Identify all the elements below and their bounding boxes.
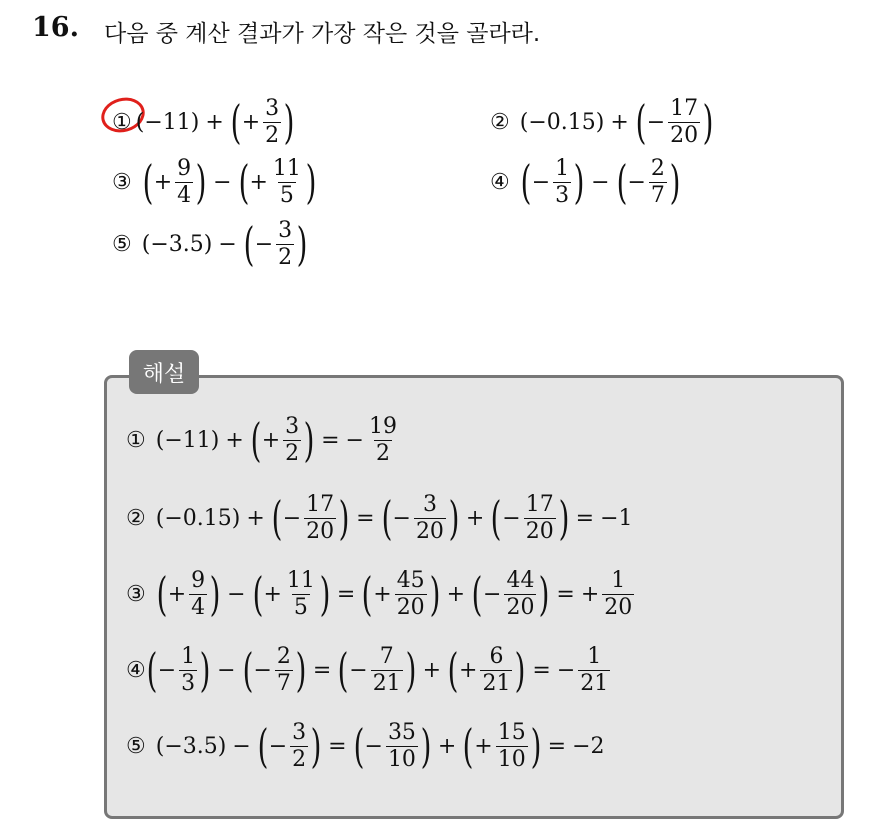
denominator: 2	[292, 746, 307, 772]
denominator: 21	[580, 670, 609, 696]
right-paren: )	[530, 719, 542, 773]
sign: +	[167, 581, 187, 607]
question-text: 다음 중 계산 결과가 가장 작은 것을 골라라.	[104, 21, 541, 47]
option-1[interactable]	[112, 90, 295, 154]
numerator: 15	[497, 720, 526, 746]
denominator: 5	[279, 182, 294, 208]
left-paren: (	[447, 643, 459, 697]
denominator: 7	[276, 670, 291, 696]
term: (−0.15)	[155, 505, 241, 531]
solution-label: 해설	[129, 350, 199, 394]
numerator: 11	[286, 568, 315, 594]
equals: =	[336, 581, 356, 607]
left-paren: (	[635, 95, 647, 149]
right-paren: )	[429, 567, 441, 621]
denominator: 2	[285, 440, 300, 466]
fraction	[395, 568, 427, 620]
denominator: 20	[604, 594, 633, 620]
left-paren: (	[353, 719, 364, 773]
sign: −	[253, 657, 272, 683]
fraction	[263, 96, 281, 148]
fraction	[275, 644, 293, 696]
sign: −	[157, 657, 177, 683]
sign: −	[254, 231, 274, 257]
numerator: 45	[396, 568, 425, 594]
denominator: 7	[650, 182, 665, 208]
option-5[interactable]	[112, 212, 308, 276]
denominator: 5	[293, 594, 308, 620]
right-paren: )	[195, 155, 207, 209]
operator: +	[610, 109, 629, 135]
fraction	[496, 720, 528, 772]
right-paren: )	[209, 567, 221, 621]
operator: −	[213, 169, 232, 195]
sign: −	[268, 733, 288, 759]
fraction	[371, 644, 403, 696]
sign: −	[364, 733, 383, 759]
left-paren: (	[520, 155, 532, 209]
numerator: 17	[306, 492, 335, 518]
option-1-mark: ①	[112, 109, 132, 135]
right-paren: )	[296, 217, 308, 271]
numerator: 3	[285, 414, 300, 440]
solution-line-3	[126, 562, 636, 626]
right-paren: )	[539, 567, 550, 621]
fraction	[175, 156, 193, 208]
left-paren: (	[271, 491, 283, 545]
left-paren: (	[471, 567, 483, 621]
sign: +	[263, 581, 282, 607]
left-paren: (	[243, 217, 255, 271]
sign: −	[349, 657, 368, 683]
right-paren: )	[405, 643, 417, 697]
solution-line-5	[126, 714, 605, 778]
numerator: 17	[670, 96, 699, 122]
fraction	[504, 568, 536, 620]
term: (−3.5)	[155, 733, 227, 759]
left-paren: (	[490, 491, 502, 545]
denominator: 4	[177, 182, 192, 208]
fraction	[524, 492, 556, 544]
equals: =	[556, 581, 575, 607]
fraction	[414, 492, 446, 544]
sign: +	[474, 733, 493, 759]
fraction	[271, 156, 303, 208]
numerator: 6	[489, 644, 504, 670]
operator: +	[437, 733, 457, 759]
equals: =	[321, 427, 340, 453]
numerator: 7	[379, 644, 394, 670]
right-paren: )	[515, 643, 526, 697]
sign: −	[531, 169, 551, 195]
denominator: 21	[482, 670, 511, 696]
numerator: 3	[292, 720, 307, 746]
equals: =	[547, 733, 567, 759]
left-paren: (	[381, 491, 392, 545]
sign: +	[249, 169, 268, 195]
option-2-mark: ②	[490, 109, 510, 135]
left-paren: (	[257, 719, 269, 773]
denominator: 2	[278, 244, 293, 270]
fraction	[578, 644, 610, 696]
solution-line-1	[126, 408, 401, 472]
numerator: 1	[555, 156, 570, 182]
option-3-mark: ③	[112, 169, 132, 195]
right-paren: )	[558, 491, 570, 545]
right-paren: )	[448, 491, 460, 545]
solution-2-mark: ②	[126, 505, 146, 531]
fraction	[283, 414, 301, 466]
equals: =	[575, 505, 595, 531]
sign: −	[502, 505, 521, 531]
right-paren: )	[295, 643, 307, 697]
fraction	[553, 156, 571, 208]
operator: −	[217, 657, 236, 683]
fraction	[179, 644, 197, 696]
fraction	[386, 720, 418, 772]
sign: +	[373, 581, 392, 607]
solution-3-mark: ③	[126, 581, 146, 607]
numerator: 9	[177, 156, 192, 182]
equals: =	[312, 657, 332, 683]
sign: −	[646, 109, 666, 135]
equals: =	[328, 733, 347, 759]
numerator: 11	[272, 156, 301, 182]
left-paren: (	[230, 95, 242, 149]
sign: −	[392, 505, 411, 531]
sign: −	[556, 657, 576, 683]
numerator: 2	[650, 156, 665, 182]
right-paren: )	[283, 95, 295, 149]
solution-4-mark: ④	[126, 657, 146, 683]
denominator: 20	[306, 518, 335, 544]
sign: +	[153, 169, 173, 195]
right-paren: )	[319, 567, 331, 621]
solution-line-4	[126, 638, 612, 702]
fraction	[668, 96, 700, 148]
sign: −	[483, 581, 502, 607]
right-paren: )	[420, 719, 432, 773]
denominator: 10	[387, 746, 416, 772]
fraction	[367, 414, 399, 466]
numerator: 9	[191, 568, 206, 594]
numerator: 35	[387, 720, 416, 746]
operator: +	[446, 581, 466, 607]
term: (−11)	[155, 427, 220, 453]
operator: +	[225, 427, 244, 453]
denominator: 20	[506, 594, 535, 620]
denominator: 10	[497, 746, 526, 772]
left-paren: (	[250, 413, 262, 467]
sign: −	[345, 427, 364, 453]
left-paren: (	[242, 643, 253, 697]
question-number: 16.	[32, 12, 79, 43]
fraction	[649, 156, 667, 208]
fraction	[189, 568, 207, 620]
denominator: 2	[265, 122, 280, 148]
denominator: 20	[415, 518, 444, 544]
operator: +	[422, 657, 442, 683]
fraction	[304, 492, 336, 544]
fraction	[290, 720, 308, 772]
equals: =	[532, 657, 551, 683]
result: −2	[572, 733, 605, 759]
operator: +	[205, 109, 224, 135]
operator: −	[227, 581, 246, 607]
option-4[interactable]	[490, 150, 681, 214]
denominator: 21	[372, 670, 401, 696]
right-paren: )	[573, 155, 585, 209]
denominator: 20	[670, 122, 699, 148]
sign: −	[282, 505, 302, 531]
sign: +	[241, 109, 261, 135]
right-paren: )	[199, 643, 211, 697]
sign: +	[580, 581, 600, 607]
left-paren: (	[252, 567, 263, 621]
option-2[interactable]	[490, 90, 714, 154]
left-paren: (	[146, 643, 158, 697]
left-paren: (	[616, 155, 627, 209]
numerator: 17	[525, 492, 554, 518]
operator: +	[465, 505, 485, 531]
numerator: 1	[587, 644, 602, 670]
solution-5-mark: ⑤	[126, 733, 146, 759]
solution-1-mark: ①	[126, 427, 146, 453]
fraction	[285, 568, 317, 620]
right-paren: )	[310, 719, 322, 773]
left-paren: (	[156, 567, 168, 621]
numerator: 3	[422, 492, 437, 518]
numerator: 44	[506, 568, 535, 594]
term: (−3.5)	[141, 231, 213, 257]
term: (−0.15)	[519, 109, 605, 135]
numerator: 3	[278, 218, 293, 244]
denominator: 2	[375, 440, 390, 466]
numerator: 3	[265, 96, 280, 122]
sign: +	[261, 427, 281, 453]
operator: −	[218, 231, 237, 257]
operator: +	[246, 505, 265, 531]
numerator: 19	[368, 414, 397, 440]
operator: −	[232, 733, 251, 759]
denominator: 20	[396, 594, 425, 620]
result: −1	[600, 505, 633, 531]
denominator: 20	[525, 518, 554, 544]
option-4-mark: ④	[490, 169, 510, 195]
denominator: 3	[181, 670, 196, 696]
right-paren: )	[702, 95, 714, 149]
equals: =	[356, 505, 375, 531]
numerator: 2	[276, 644, 291, 670]
sign: −	[627, 169, 646, 195]
right-paren: )	[669, 155, 681, 209]
left-paren: (	[361, 567, 373, 621]
left-paren: (	[238, 155, 249, 209]
fraction	[602, 568, 634, 620]
fraction	[480, 644, 512, 696]
right-paren: )	[303, 413, 315, 467]
numerator: 1	[611, 568, 626, 594]
right-paren: )	[305, 155, 317, 209]
right-paren: )	[338, 491, 350, 545]
left-paren: (	[337, 643, 349, 697]
sign: +	[459, 657, 478, 683]
left-paren: (	[142, 155, 154, 209]
option-5-mark: ⑤	[112, 231, 132, 257]
fraction	[276, 218, 294, 270]
solution-line-2	[126, 486, 633, 550]
operator: −	[591, 169, 610, 195]
term: (−11)	[135, 109, 200, 135]
denominator: 3	[555, 182, 570, 208]
left-paren: (	[462, 719, 474, 773]
denominator: 4	[191, 594, 206, 620]
option-3[interactable]	[112, 150, 317, 214]
numerator: 1	[181, 644, 196, 670]
